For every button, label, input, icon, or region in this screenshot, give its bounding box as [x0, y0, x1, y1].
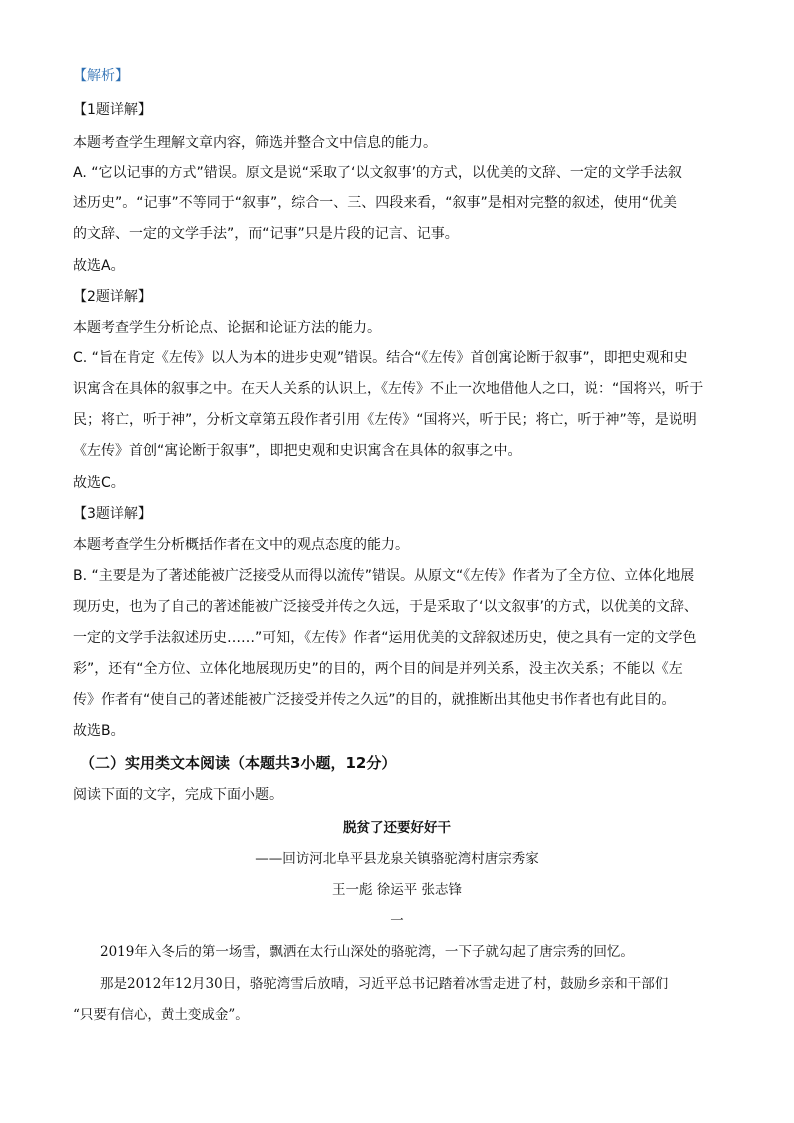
article-paragraph: 那是2012年12月30日，骆驼湾雪后放晴，习近平总书记踏着冰雪走进了村，鼓励乡亲和干部们 — [100, 976, 669, 992]
q3-line: 传》作者有“使自己的著述能被广泛接受并传之久远”的目的，就推断出其他史书作者也有此目的。 — [73, 692, 676, 708]
article-subtitle: ——回访河北阜平县龙泉关镇骆驼湾村唐宗秀家 — [255, 851, 539, 867]
q2-answer: 故选C。 — [73, 475, 125, 491]
section-heading: （二）实用类文本阅读（本题共3小题，12分） — [80, 754, 397, 772]
article-part-number: 一 — [390, 913, 404, 929]
q2-line: 识寓含在具体的叙事之中。在天人关系的认识上，《左传》不止一次地借他人之口，说：“国将兴，听于 — [73, 381, 704, 397]
article-title: 脱贫了还要好好干 — [343, 820, 451, 836]
q1-line: 的文辞、一定的文学手法”，而“记事”只是片段的记言、记事。 — [73, 226, 459, 242]
analysis-label: 【解析】 — [73, 68, 129, 84]
q2-line: 《左传》首创“寓论断于叙事”，即把史观和史识寓含在具体的叙事之中。 — [73, 443, 522, 459]
section-instruction: 阅读下面的文字，完成下面小题。 — [73, 787, 283, 803]
q3-line: 现历史，也为了自己的著述能被广泛接受并传之久远，于是采取了‘以文叙事’的方式，以优美的文辞、 — [73, 599, 698, 615]
q2-heading: 【2题详解】 — [73, 289, 152, 305]
q2-line: 民；将亡，听于神”，分析文章第五段作者引用《左传》“国将兴，听于民；将亡，听于神”等，是说明 — [73, 412, 697, 428]
q1-heading: 【1题详解】 — [73, 102, 152, 118]
q3-heading: 【3题详解】 — [73, 506, 152, 522]
q3-line: 彩”，还有“全方位、立体化地展现历史”的目的，两个目的间是并列关系，没主次关系；不能以《左 — [73, 661, 683, 677]
q2-line: 本题考查学生分析论点、论据和论证方法的能力。 — [73, 320, 381, 336]
q1-line: 述历史”。“记事”不等同于“叙事”，综合一、三、四段来看，“叙事”是相对完整的叙述，使用“优美 — [73, 195, 678, 211]
q1-line: A. “它以记事的方式”错误。原文是说“采取了‘以文叙事’的方式，以优美的文辞、一定的文学手法叙 — [73, 165, 682, 181]
article-authors: 王一彪 徐运平 张志锋 — [331, 882, 463, 898]
q3-line: 本题考查学生分析概括作者在文中的观点态度的能力。 — [73, 537, 409, 553]
q3-answer: 故选B。 — [73, 723, 125, 739]
article-paragraph: 2019年入冬后的第一场雪，飘洒在太行山深处的骆驼湾，一下子就勾起了唐宗秀的回忆。 — [100, 944, 634, 960]
q1-line: 本题考查学生理解文章内容，筛选并整合文中信息的能力。 — [73, 135, 437, 151]
q3-line: 一定的文学手法叙述历史……”可知，《左传》作者“运用优美的文辞叙述历史，使之具有一定的文学色 — [73, 630, 697, 646]
q2-line: C. “旨在肯定《左传》以人为本的进步史观”错误。结合“《左传》首创寓论断于叙事”，即把史观和史 — [73, 350, 688, 366]
q3-line: B. “主要是为了著述能被广泛接受从而得以流传”错误。从原文“《左传》作者为了全方位、立体化地展 — [73, 568, 695, 584]
article-paragraph: “只要有信心，黄土变成金”。 — [73, 1007, 249, 1023]
q1-answer: 故选A。 — [73, 258, 125, 274]
